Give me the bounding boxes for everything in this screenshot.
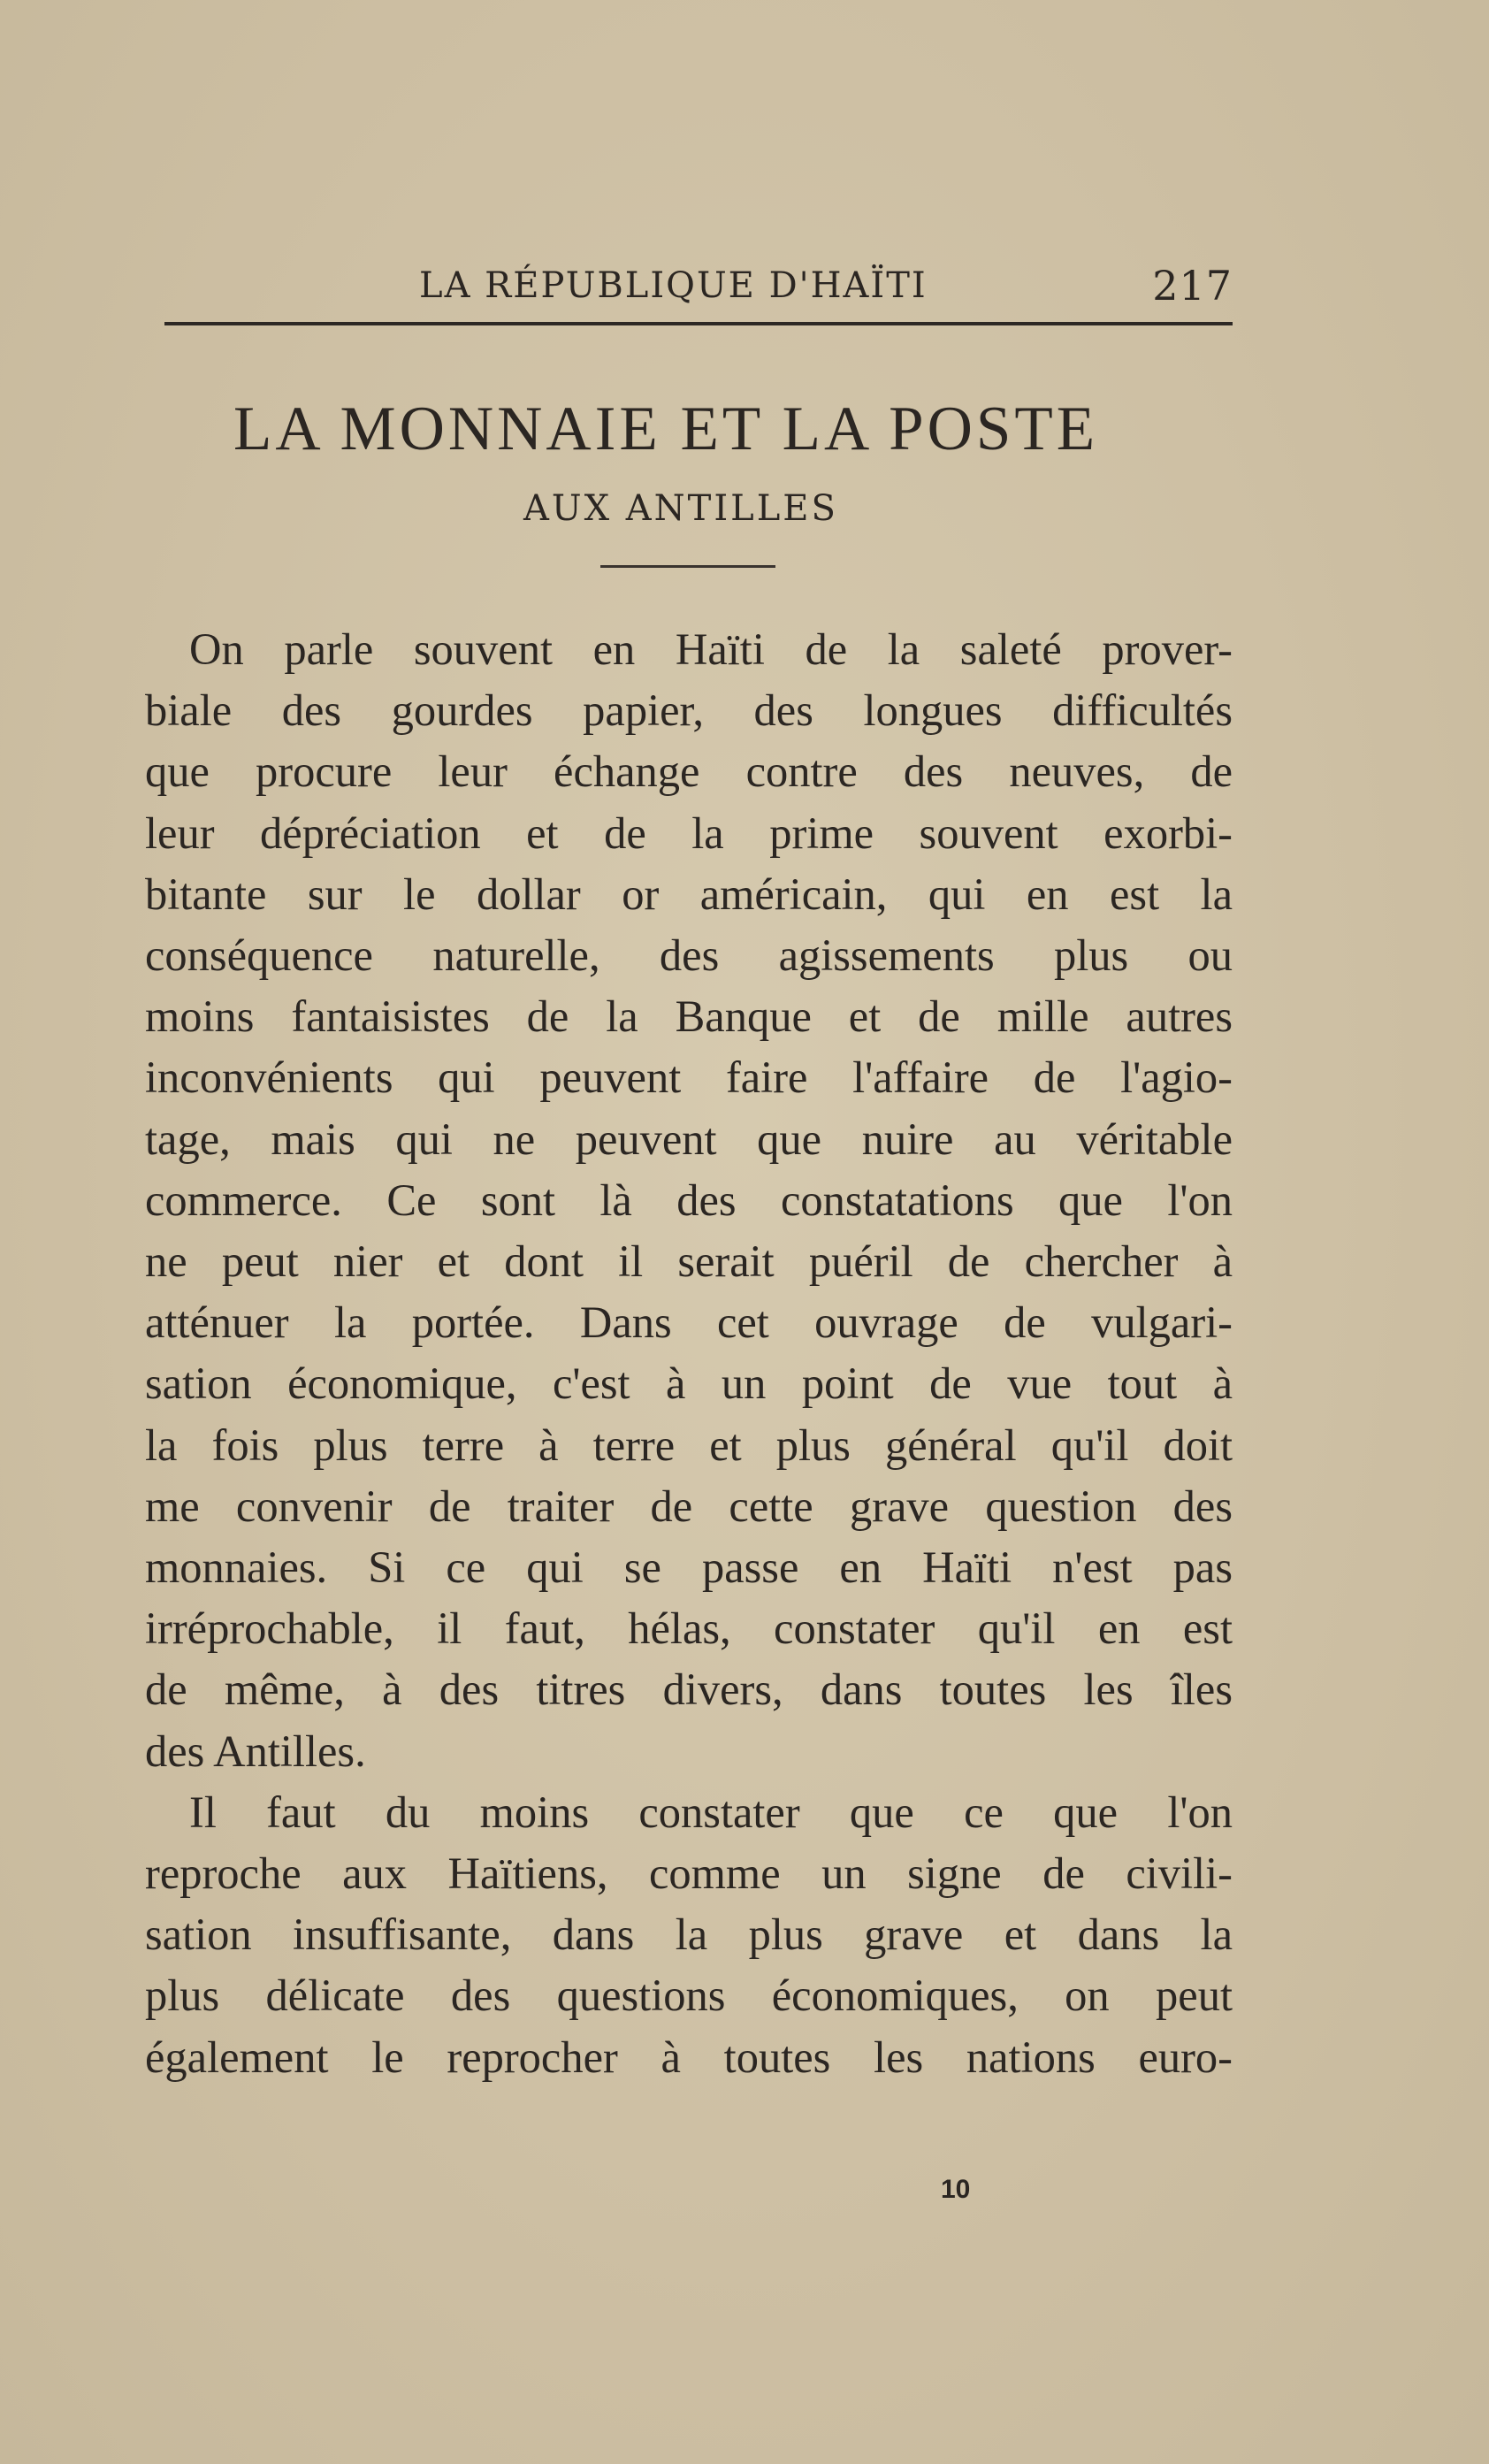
paragraph [145,619,1233,1782]
page-number: 217 [1152,262,1233,310]
text-line: la fois plus terre à terre et plus général qu'il doit [145,1419,1233,1470]
text-line: bitante sur le dollar or américain, qui en est la [145,869,1233,919]
running-head [145,262,1233,318]
text-line: reproche aux Haïtiens, comme un signe de civili- [145,1848,1233,1899]
text-line: conséquence naturelle, des agissements plus ou [145,930,1233,981]
body-text [145,619,1233,2088]
chapter-title: LA MONNAIE ET LA POSTE [233,394,1099,463]
text-line: me convenir de traiter de cette grave question des [145,1481,1233,1531]
text-line: leur dépréciation et de la prime souvent exorbi- [145,807,1233,858]
text-line: On parle souvent en Haïti de la saleté prover- [189,624,1233,674]
text-line: inconvénients qui peuvent faire l'affaire de l'agio- [145,1052,1233,1103]
text-line: ne peut nier et dont il serait puéril de chercher à [145,1236,1233,1287]
signature-mark: 10 [941,2175,971,2204]
chapter-subtitle: AUX ANTILLES [523,488,838,529]
text-line: également le reprocher à toutes les nations euro- [145,2032,1233,2082]
text-line: de même, à des titres divers, dans toutes les îles [145,1664,1233,1715]
text-line: sation économique, c'est à un point de vue tout à [145,1358,1233,1409]
text-line: atténuer la portée. Dans cet ouvrage de vulgari- [145,1297,1233,1348]
text-line: des Antilles. [145,1726,366,1776]
text-line: moins fantaisistes de la Banque et de mille autres [145,991,1233,1042]
text-line: biale des gourdes papier, des longues difficultés [145,685,1233,736]
header-rule [164,322,1233,325]
title-rule [600,565,775,568]
text-line: Il faut du moins constater que ce que l'on [189,1787,1233,1837]
page-content [145,262,1233,2082]
text-line: que procure leur échange contre des neuves, de [145,746,1233,797]
text-line: sation insuffisante, dans la plus grave et dans la [145,1909,1233,1960]
text-line: monnaies. Si ce qui se passe en Haïti n'est pas [145,1542,1233,1593]
paragraph [145,1782,1233,2088]
text-line: irréprochable, il faut, hélas, constater qu'il en est [145,1603,1233,1654]
text-line: tage, mais qui ne peuvent que nuire au véritable [145,1113,1233,1164]
text-line: plus délicate des questions économiques, on peut [145,1970,1233,2021]
text-line: commerce. Ce sont là des constatations que l'on [145,1175,1233,1225]
running-title: LA RÉPUBLIQUE D'HAÏTI [419,265,928,306]
